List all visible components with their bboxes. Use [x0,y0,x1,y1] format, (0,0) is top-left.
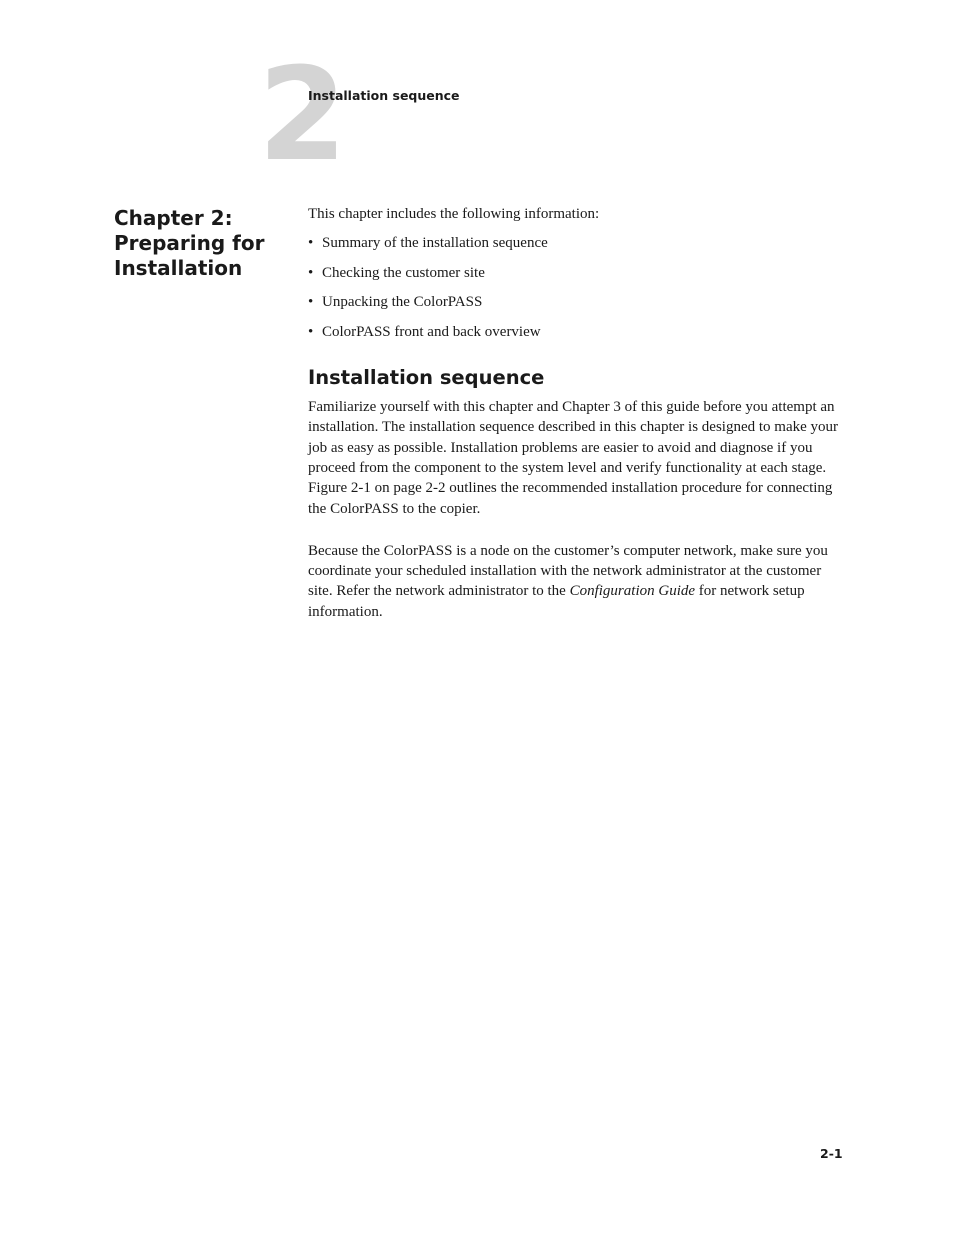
list-item-text: Summary of the installation sequence [322,235,548,251]
running-head: Installation sequence [308,88,460,103]
chapter-title-line-1: Chapter 2: [114,206,233,230]
paragraph-2-text-after: for network setup information. [308,583,805,620]
chapter-title-line-3: Installation [114,256,243,280]
list-item-text: Checking the customer site [322,264,485,281]
page-number: 2-1 [820,1146,843,1161]
list-item [308,292,848,312]
topic-list [308,233,848,342]
bullet-icon: • [308,324,314,341]
paragraph-2-text-before: Because the ColorPASS is a node on the customer’s computer network, make sure you coordinate your scheduled installation with the network administrator at the customer site. Refer the network administrator to the [308,542,828,600]
bullet-icon: • [308,294,314,311]
chapter-number: 2 [258,41,344,190]
paragraph-2 [308,541,848,622]
chapter-title-line-2: Preparing for [114,231,265,255]
paragraph-1: Familiarize yourself with this chapter and Chapter 3 of this guide before you attempt an installation. The installation sequence described in this chapter is designed to make your job as easy as possible. Installation problems are easier to avoid and diagnose if you proceed from the component to the system level and verify functionality at each stage. Figure 2-1 on page 2-2 outlines the recommended installation procedure for connecting the ColorPASS to the copier. [308,399,839,517]
chapter-title [114,206,284,281]
list-item [308,322,848,342]
section-heading: Installation sequence [308,366,545,390]
list-item-text: Unpacking the ColorPASS [322,294,483,311]
intro-text: This chapter includes the following information: [308,206,600,222]
bullet-icon: • [308,264,314,281]
list-item [308,233,848,253]
body-column [308,204,848,644]
guide-title-emphasis: Configuration Guide [569,583,696,600]
list-item-text: ColorPASS front and back overview [322,324,541,341]
bullet-icon: • [308,235,314,251]
list-item [308,263,848,283]
